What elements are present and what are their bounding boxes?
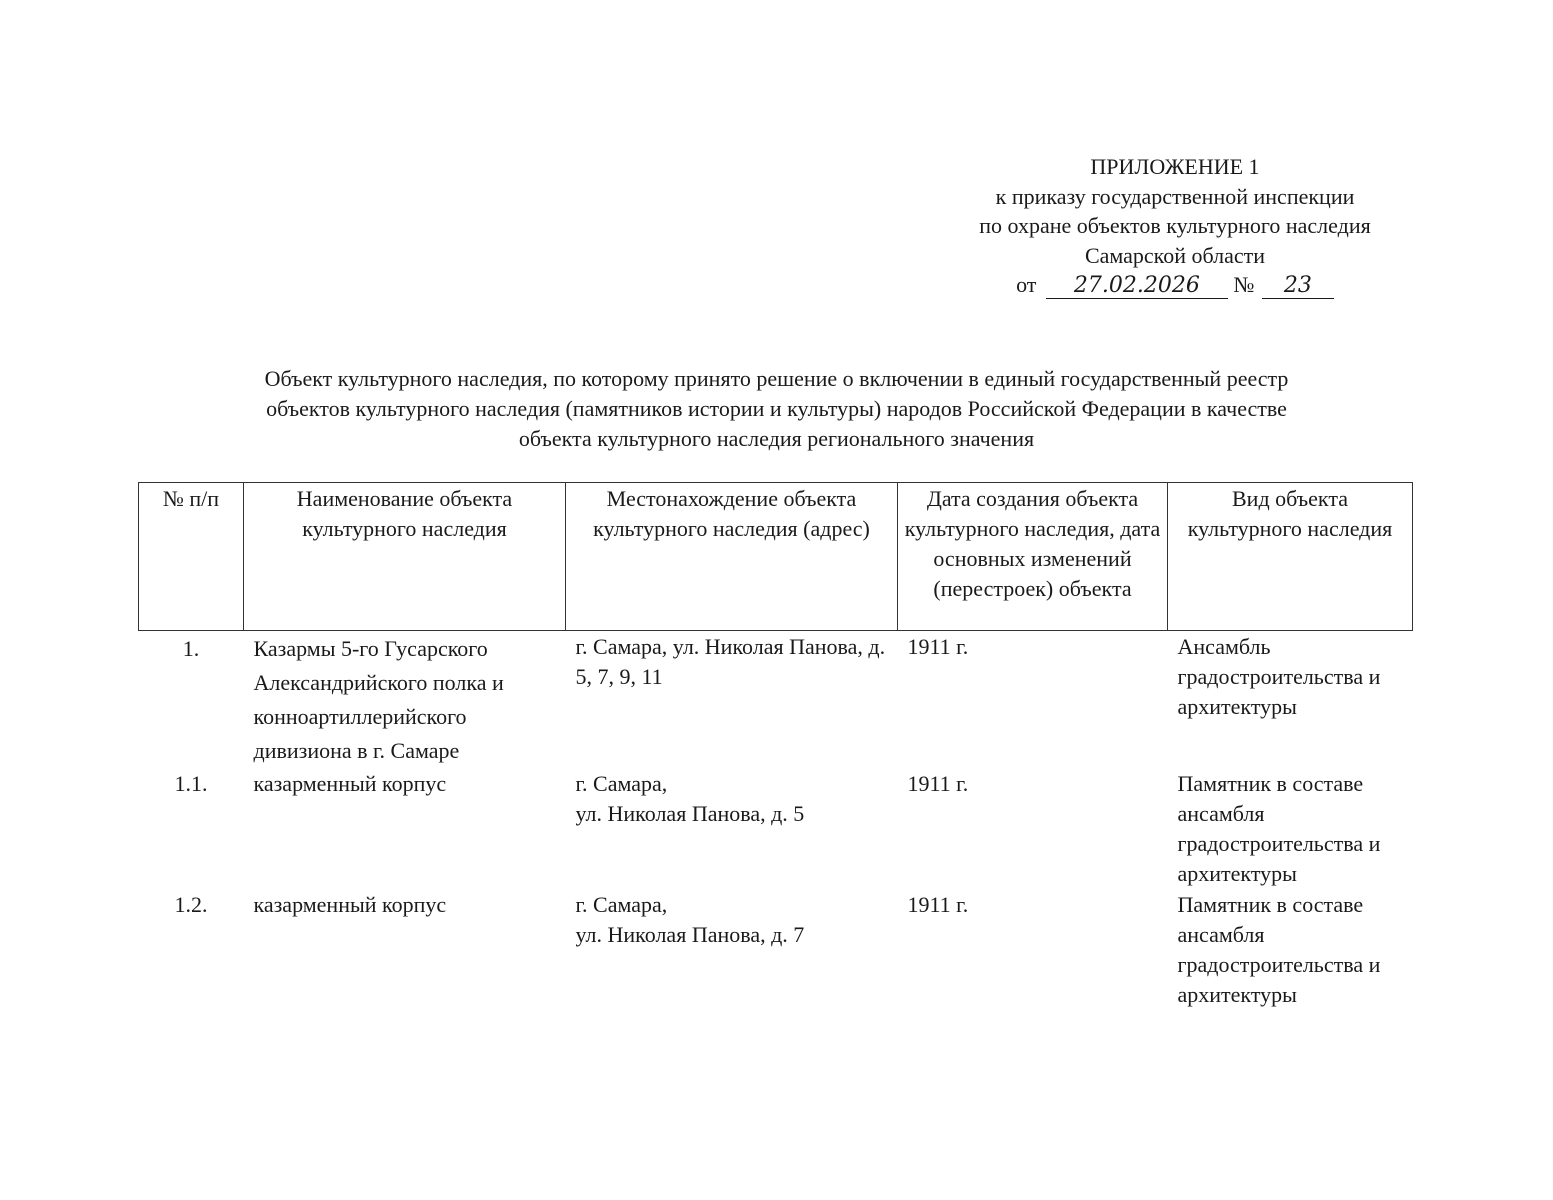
row-address-line-2: ул. Николая Панова, д. 5 bbox=[575, 801, 805, 826]
header-num: № п/п bbox=[139, 483, 244, 631]
handwritten-number: 23 bbox=[1262, 274, 1334, 299]
header-date: Дата создания объекта культурного наследия, дата основных изменений (перестроек) объекта bbox=[898, 483, 1168, 631]
row-num: 1.1. bbox=[174, 771, 208, 796]
row-type: Ансамбль градостроительства и архитектуры bbox=[1177, 634, 1381, 719]
date-prefix: от bbox=[1016, 272, 1037, 297]
appendix-line-3: Самарской области bbox=[1084, 242, 1266, 268]
table-row bbox=[139, 889, 1413, 1010]
order-date-line bbox=[925, 270, 1425, 300]
table-row bbox=[139, 768, 1413, 889]
row-address-line-1: г. Самара, bbox=[575, 771, 668, 796]
appendix-line-2: по охране объектов культурного наследия bbox=[979, 213, 1371, 238]
row-date: 1911 г. bbox=[907, 634, 969, 659]
row-name: Казармы 5-го Гусарского Александрийского полка и конноартиллерийского дивизиона в г. Самаре bbox=[253, 636, 504, 763]
appendix-line-1: к приказу государственной инспекции bbox=[995, 183, 1355, 209]
document-title bbox=[130, 364, 1423, 454]
row-address-line-1: г. Самара, bbox=[575, 892, 668, 917]
header-address: Местонахождение объекта культурного наследия (адрес) bbox=[566, 483, 898, 631]
row-address bbox=[566, 768, 898, 889]
appendix-title: ПРИЛОЖЕНИЕ 1 bbox=[1090, 154, 1260, 179]
heritage-table bbox=[138, 482, 1413, 1010]
row-address-line-2: ул. Николая Панова, д. 7 bbox=[575, 922, 805, 947]
row-name: казарменный корпус bbox=[253, 892, 447, 917]
row-date: 1911 г. bbox=[907, 892, 969, 917]
document-title-line-3: объекта культурного наследия регионального значения bbox=[518, 426, 1035, 451]
table-row bbox=[139, 631, 1413, 769]
appendix-block bbox=[925, 152, 1425, 300]
document-title-line-1: Объект культурного наследия, по которому принято решение о включении в единый государственный реестр bbox=[264, 366, 1289, 391]
row-address: г. Самара, ул. Николая Панова, д. 5, 7, 9, 11 bbox=[575, 634, 886, 689]
row-name: казарменный корпус bbox=[253, 771, 447, 796]
row-address bbox=[566, 889, 898, 1010]
row-date: 1911 г. bbox=[907, 771, 969, 796]
table-header-row bbox=[139, 483, 1413, 631]
header-name: Наименование объекта культурного наследия bbox=[244, 483, 566, 631]
row-type: Памятник в составе ансамбля градостроительства и архитектуры bbox=[1177, 771, 1381, 886]
row-num: 1.2. bbox=[174, 892, 208, 917]
row-num: 1. bbox=[182, 636, 200, 661]
number-prefix: № bbox=[1233, 272, 1255, 297]
header-type: Вид объекта культурного наследия bbox=[1168, 483, 1413, 631]
row-type: Памятник в составе ансамбля градостроительства и архитектуры bbox=[1177, 892, 1381, 1007]
document-title-line-2: объектов культурного наследия (памятников истории и культуры) народов Российской Федерации в качестве bbox=[266, 396, 1287, 421]
handwritten-date: 27.02.2026 bbox=[1046, 274, 1228, 299]
